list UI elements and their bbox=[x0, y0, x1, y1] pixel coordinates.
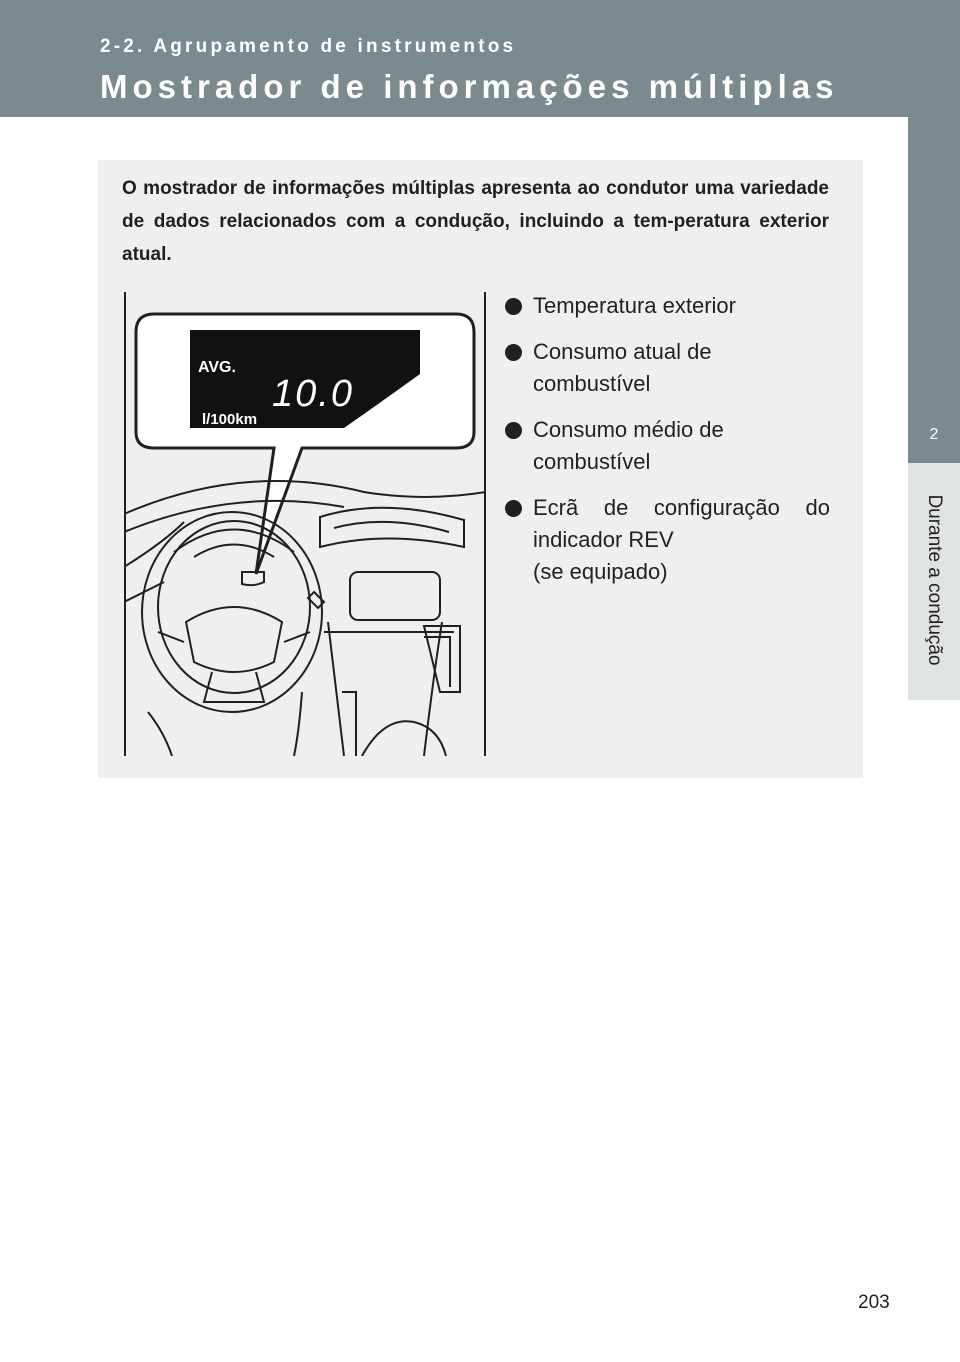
dashboard-illustration bbox=[124, 292, 486, 756]
chapter-tab[interactable] bbox=[908, 117, 960, 463]
list-item: Consumo médio de combustível bbox=[505, 414, 830, 478]
list-item: Temperatura exterior bbox=[505, 290, 830, 322]
section-title: 2-2. Agrupamento de instrumentos bbox=[100, 36, 517, 57]
intro-paragraph: O mostrador de informações múltiplas apresenta ao condutor uma variedade de dados relacionados com a condução, incluindo a tem-peratura exterior atual. bbox=[122, 178, 829, 265]
display-value: 10.0 bbox=[272, 373, 354, 415]
feature-list bbox=[505, 290, 830, 602]
display-mode: AVG. bbox=[198, 359, 236, 376]
page-title: Mostrador de informações múltiplas bbox=[100, 68, 839, 105]
bullet-icon bbox=[505, 344, 522, 361]
bullet-icon bbox=[505, 500, 522, 517]
page-number: 203 bbox=[858, 1292, 890, 1313]
chapter-label: Durante a condução bbox=[924, 494, 945, 666]
list-item: Ecrã de configuração do indicador REV (se equipado) bbox=[505, 492, 830, 588]
bullet-icon bbox=[505, 422, 522, 439]
display-unit: l/100km bbox=[202, 411, 258, 428]
list-item: Consumo atual de combustível bbox=[505, 336, 830, 400]
bullet-icon bbox=[505, 298, 522, 315]
chapter-number: 2 bbox=[908, 416, 960, 454]
